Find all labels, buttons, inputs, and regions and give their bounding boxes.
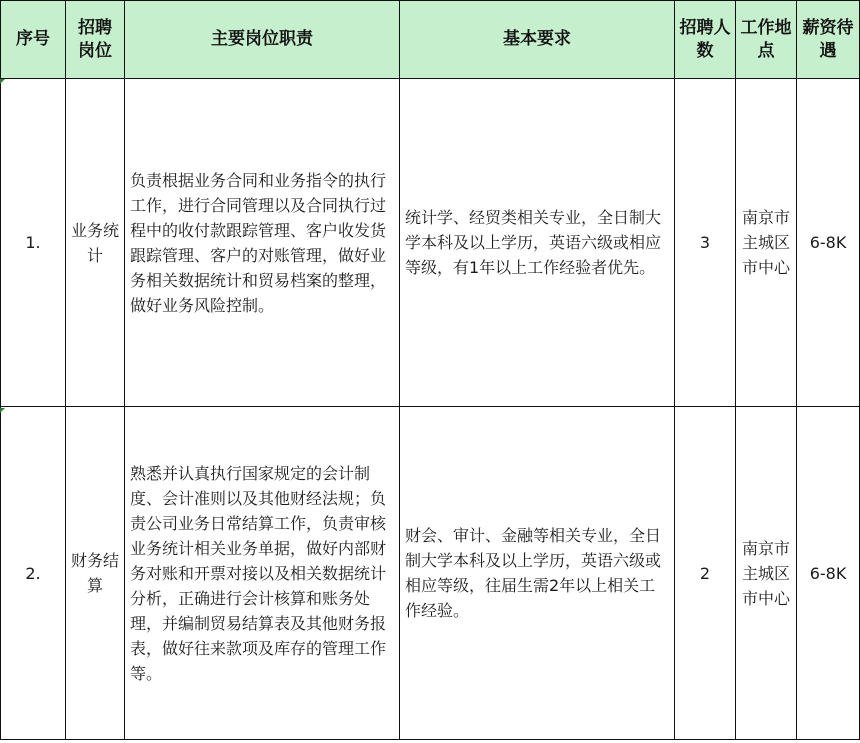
row-requirements: 统计学、经贸类相关专业，全日制大学本科及以上学历，英语六级或相应等级，有1年以上工作经验者优先。 bbox=[400, 79, 675, 407]
row-location: 南京市主城区市中心 bbox=[736, 407, 797, 740]
table-row bbox=[1, 407, 860, 740]
table-row bbox=[1, 79, 860, 407]
row-headcount: 2 bbox=[675, 407, 736, 740]
cell-note-marker bbox=[0, 408, 5, 413]
header-position: 招聘岗位 bbox=[66, 1, 125, 79]
header-duties: 主要岗位职责 bbox=[125, 1, 400, 79]
row-index: 1. bbox=[1, 79, 66, 407]
header-location: 工作地点 bbox=[736, 1, 797, 79]
row-position: 业务统计 bbox=[66, 79, 125, 407]
row-headcount: 3 bbox=[675, 79, 736, 407]
row-location: 南京市主城区市中心 bbox=[736, 79, 797, 407]
row-salary: 6-8K bbox=[797, 407, 860, 740]
header-salary: 薪资待遇 bbox=[797, 1, 860, 79]
header-requirements: 基本要求 bbox=[400, 1, 675, 79]
header-index: 序号 bbox=[1, 1, 66, 79]
row-position: 财务结算 bbox=[66, 407, 125, 740]
cell-note-marker bbox=[0, 79, 5, 84]
row-index: 2. bbox=[1, 407, 66, 740]
row-salary: 6-8K bbox=[797, 79, 860, 407]
header-row bbox=[1, 1, 860, 79]
row-requirements: 财会、审计、金融等相关专业，全日制大学本科及以上学历，英语六级或相应等级，往届生需2年以上相关工作经验。 bbox=[400, 407, 675, 740]
row-duties: 负责根据业务合同和业务指令的执行工作，进行合同管理以及合同执行过程中的收付款跟踪管理、客户收发货跟踪管理、客户的对账管理，做好业务相关数据统计和贸易档案的整理，做好业务风险控制。 bbox=[125, 79, 400, 407]
row-duties: 熟悉并认真执行国家规定的会计制度、会计准则以及其他财经法规；负责公司业务日常结算工作，负责审核业务统计相关业务单据，做好内部财务对账和开票对接以及相关数据统计分析，正确进行会计核算和账务处理，并编制贸易结算表及其他财务报表，做好往来款项及库存的管理工作等。 bbox=[125, 407, 400, 740]
header-headcount: 招聘人数 bbox=[675, 1, 736, 79]
